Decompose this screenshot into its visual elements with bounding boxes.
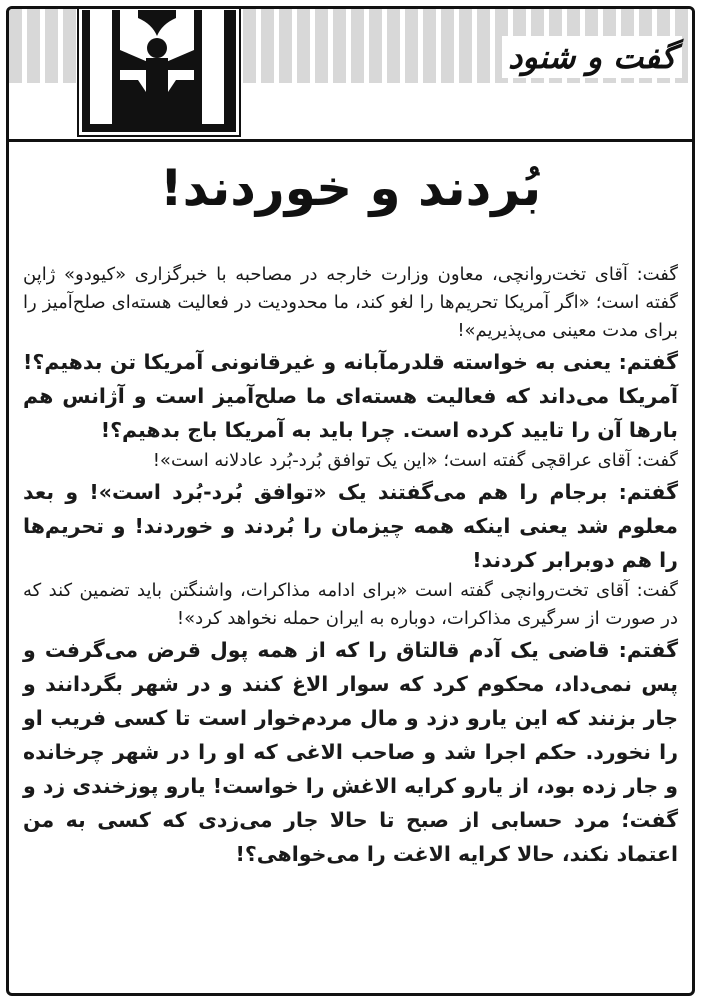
section-title: گفت و شنود: [502, 36, 682, 78]
paragraph-goft-2: گفت: آقای عراقچی گفته است؛ «این یک توافق بُرد-بُرد عادلانه است»!: [152, 450, 678, 471]
logo-glyph-icon: [90, 10, 224, 124]
article-body: [23, 261, 678, 871]
column-frame: [6, 6, 695, 996]
column-header: [9, 9, 692, 142]
paragraph-goftam-3: گفتم: قاضی یک آدم قالتاق را که از همه پول قرض می‌گرفت و پس نمی‌داد، محکوم کرد که سوار الاغ کنند و در شهر بگردانند و جار بزنند که این یارو دزد و مال مردم‌خوار است تا کسی فریب او را نخورد. حکم اجرا شد و صاحب الاغی که او را در شهر چرخانده و جار زده بود، از یارو کرایه الاغش را خواست! یارو پوزخندی زد و گفت؛ مرد حسابی از صبح تا حالا جار می‌زدی که کسی به من اعتماد نکند، حالا کرایه الاغت را می‌خواهی؟!: [23, 638, 678, 866]
paragraph-goft-3: گفت: آقای تخت‌روانچی گفته است «برای ادامه مذاکرات، واشنگتن باید تضمین کند که در صورت از سرگیری مذاکرات، دوباره به ایران حمله نخواهد کرد»!: [23, 580, 678, 629]
headline: بُردند و خوردند!: [159, 159, 542, 217]
paragraph-goft-1: گفت: آقای تخت‌روانچی، معاون وزارت خارجه در مصاحبه با خبرگزاری «کیودو» ژاپن گفته است؛ «اگر آمریکا تحریم‌ها را لغو کند، ما محدودیت در فعالیت هسته‌ای صلح‌آمیز را برای مدت معینی می‌پذیریم»!: [23, 264, 678, 341]
paragraph-goftam-2: گفتم: برجام را هم می‌گفتند یک «توافق بُرد-بُرد است»! و بعد معلوم شد یعنی اینکه همه چیزمان را بُردند و خوردند! و تحریم‌ها را هم دوبرابر کردند!: [23, 480, 678, 572]
paragraph-goftam-1: گفتم: یعنی به خواسته قلدرمآبانه و غیرقانونی آمریکا تن بدهیم؟! آمریکا می‌داند که فعالیت هسته‌ای ما صلح‌آمیز است و آژانس هم بارها آن را تایید کرده است. چرا باید به آمریکا باج بدهیم؟!: [23, 350, 678, 442]
column-logo-icon: [79, 7, 239, 135]
